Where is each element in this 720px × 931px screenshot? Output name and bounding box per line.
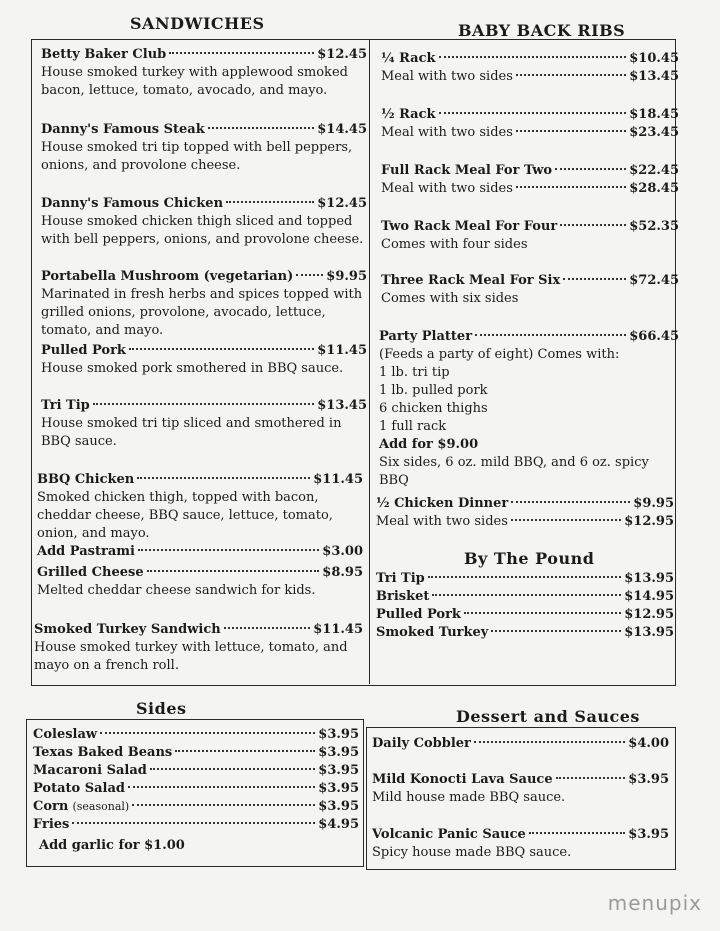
item-price: $14.95 [624, 589, 674, 604]
item-name: Add Pastrami [37, 544, 135, 559]
item-name: Grilled Cheese [37, 565, 144, 580]
item-price: $12.45 [317, 196, 367, 211]
menu-item [37, 471, 363, 561]
item-name: Texas Baked Beans [33, 745, 173, 760]
item-description: Comes with six sides [381, 291, 519, 306]
menu-item [41, 342, 367, 378]
party-line: 1 lb. pulled pork [379, 383, 488, 398]
item-description: House smoked turkey with lettuce, tomato, and mayo on a french roll. [34, 640, 348, 673]
item-name: Party Platter [379, 329, 473, 344]
item-price: $22.45 [629, 163, 679, 178]
item-name: Pulled Pork [376, 607, 461, 622]
item-name: BBQ Chicken [37, 472, 135, 487]
menu-item [381, 272, 679, 308]
item-note: (seasonal) [72, 800, 130, 813]
item-price: $4.00 [628, 736, 669, 751]
menu-item [37, 564, 363, 600]
item-description: Mild house made BBQ sauce. [372, 790, 566, 805]
item-price: $13.95 [624, 571, 674, 586]
item-name: Potato Salad [33, 781, 125, 796]
item-description: House smoked tri tip topped with bell peppers, onions, and provolone cheese. [41, 140, 353, 173]
menu-item [381, 106, 679, 142]
item-price: $8.95 [322, 565, 363, 580]
item-price: $18.45 [629, 107, 679, 122]
side-item [33, 780, 359, 798]
item-price: $66.45 [629, 329, 679, 344]
side-item [33, 762, 359, 780]
item-price: $10.45 [629, 51, 679, 66]
item-price: $3.95 [318, 763, 359, 778]
item-description: House smoked tri tip sliced and smothered in BBQ sauce. [41, 416, 342, 449]
side-item [33, 744, 359, 762]
party-platter [379, 328, 679, 490]
party-line: (Feeds a party of eight) Comes with: [379, 347, 620, 362]
item-description: House smoked turkey with applewood smoked bacon, lettuce, tomato, avocado, and mayo. [41, 65, 348, 98]
item-price: $4.95 [318, 817, 359, 832]
item-name: Three Rack Meal For Six [381, 273, 561, 288]
item-meal-label: Meal with two sides [381, 181, 513, 196]
menu-item [381, 50, 679, 86]
item-description: Melted cheddar cheese sandwich for kids. [37, 583, 316, 598]
item-name: Betty Baker Club [41, 47, 167, 62]
item-description: House smoked pork smothered in BBQ sauce. [41, 361, 344, 376]
item-description: Spicy house made BBQ sauce. [372, 845, 572, 860]
item-price: $11.45 [313, 472, 363, 487]
party-extra: Six sides, 6 oz. mild BBQ, and 6 oz. spicy BBQ [379, 455, 649, 488]
item-price: $13.95 [624, 625, 674, 640]
pound-item [376, 624, 674, 642]
item-meal-label: Meal with two sides [376, 514, 508, 529]
party-line: 6 chicken thighs [379, 401, 488, 416]
item-name: Two Rack Meal For Four [381, 219, 558, 234]
item-name: Danny's Famous Steak [41, 122, 205, 137]
item-price: $13.45 [317, 398, 367, 413]
pound-item [376, 570, 674, 588]
item-name: ½ Rack [381, 107, 436, 122]
item-name: Danny's Famous Chicken [41, 196, 224, 211]
item-name: ½ Chicken Dinner [376, 496, 509, 511]
side-item [33, 726, 359, 744]
menu-item [41, 195, 367, 249]
menu-item [41, 121, 367, 175]
item-meal-price: $13.45 [629, 69, 679, 84]
party-line: 1 full rack [379, 419, 447, 434]
item-name: Smoked Turkey [376, 625, 489, 640]
item-meal-label: Meal with two sides [381, 69, 513, 84]
item-name: Corn [33, 799, 69, 814]
by-the-pound-section [376, 570, 674, 642]
item-name: Coleslaw [33, 727, 98, 742]
item-price: $9.95 [633, 496, 674, 511]
pound-item [376, 588, 674, 606]
item-price: $9.95 [326, 269, 367, 284]
item-name: Tri Tip [376, 571, 425, 586]
by-the-pound-title: By The Pound [464, 549, 595, 568]
dessert-section [372, 735, 669, 862]
item-description: Marinated in fresh herbs and spices topped with grilled onions, provolone, avocado, lettuce, tomato, and mayo. [41, 287, 363, 338]
item-name: Fries [33, 817, 70, 832]
sandwiches-title: SANDWICHES [130, 14, 265, 33]
column-divider [369, 39, 370, 684]
item-price: $3.95 [318, 745, 359, 760]
item-price: $3.95 [318, 781, 359, 796]
item-name: Smoked Turkey Sandwich [34, 622, 221, 637]
item-description: Comes with four sides [381, 237, 528, 252]
item-price: $11.45 [317, 343, 367, 358]
item-price: $12.45 [317, 47, 367, 62]
item-name: Volcanic Panic Sauce [372, 827, 526, 842]
item-name: Full Rack Meal For Two [381, 163, 553, 178]
item-name: Portabella Mushroom (vegetarian) [41, 269, 294, 284]
item-name: Daily Cobbler [372, 736, 471, 751]
item-description: Smoked chicken thigh, topped with bacon, cheddar cheese, BBQ sauce, lettuce, tomato, onion, and mayo. [37, 490, 333, 541]
menu-item [41, 268, 367, 340]
menu-item [381, 218, 679, 254]
item-meal-label: Meal with two sides [381, 125, 513, 140]
item-description: House smoked chicken thigh sliced and topped with bell peppers, onions, and provolone cheese. [41, 214, 364, 247]
garlic-addon: Add garlic for $1.00 [39, 838, 185, 853]
item-name: Mild Konocti Lava Sauce [372, 772, 553, 787]
item-price: $3.95 [318, 799, 359, 814]
dessert-title: Dessert and Sauces [456, 707, 640, 726]
item-price: $3.00 [322, 544, 363, 559]
watermark: menupix [607, 891, 702, 915]
party-add: Add for $9.00 [379, 437, 479, 452]
item-price: $52.35 [629, 219, 679, 234]
item-meal-price: $12.95 [624, 514, 674, 529]
pound-item [376, 606, 674, 624]
item-name: ¼ Rack [381, 51, 436, 66]
menu-item [41, 397, 367, 451]
sides-section [33, 726, 359, 855]
item-price: $72.45 [629, 273, 679, 288]
item-meal-price: $23.45 [629, 125, 679, 140]
item-name: Brisket [376, 589, 430, 604]
menu-item [376, 495, 674, 531]
side-item [33, 816, 359, 834]
item-price: $14.45 [317, 122, 367, 137]
item-name: Tri Tip [41, 398, 90, 413]
item-price: $12.95 [624, 607, 674, 622]
item-meal-price: $28.45 [629, 181, 679, 196]
menu-item [381, 162, 679, 198]
item-name: Macaroni Salad [33, 763, 147, 778]
party-line: 1 lb. tri tip [379, 365, 450, 380]
item-price: $3.95 [318, 727, 359, 742]
sides-title: Sides [136, 699, 187, 718]
menu-item [41, 46, 367, 100]
item-price: $3.95 [628, 827, 669, 842]
ribs-title: BABY BACK RIBS [458, 21, 626, 40]
item-price: $3.95 [628, 772, 669, 787]
item-name: Pulled Pork [41, 343, 126, 358]
menu-item [34, 621, 363, 675]
item-price: $11.45 [313, 622, 363, 637]
side-item [33, 798, 359, 816]
